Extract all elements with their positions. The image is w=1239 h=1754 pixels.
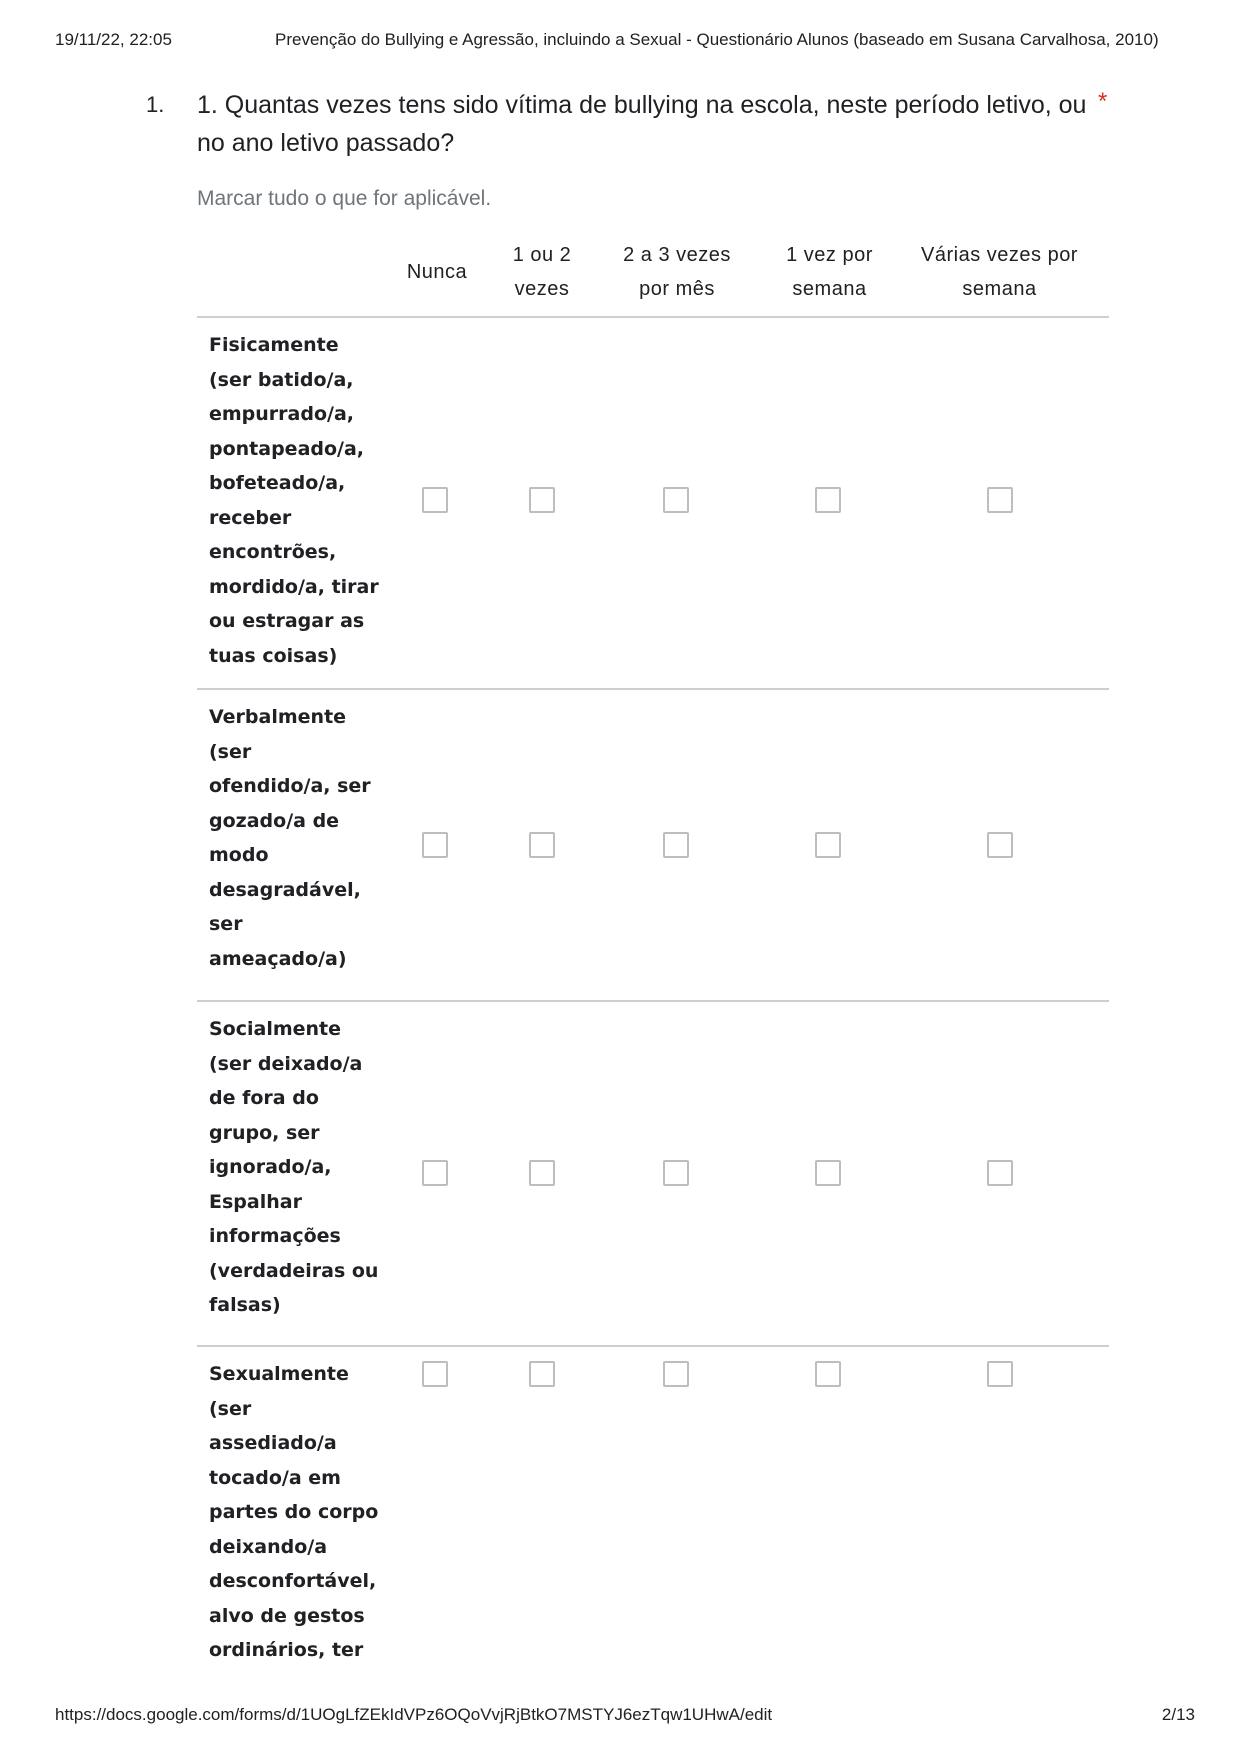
checkbox-socialmente-varias[interactable] xyxy=(987,1160,1013,1186)
row-label: Socialmente (ser deixado/a de fora do grupo, ser ignorado/a, Espalhar informações (verdadeiras ou falsas) xyxy=(209,1018,379,1316)
print-doc-title: Prevenção do Bullying e Agressão, incluindo a Sexual - Questionário Alunos (baseado em Susana Carvalhosa, 2010) xyxy=(275,30,1159,49)
checkbox-grid xyxy=(197,238,1109,1707)
row-label: Fisicamente (ser batido/a, empurrado/a, pontapeado/a, bofeteado/a, receber encontrões, mordido/a, tirar ou estragar as tuas coisas) xyxy=(209,334,379,667)
checkbox-verbalmente-2-a-3[interactable] xyxy=(663,832,689,858)
checkbox-sexualmente-1-ou-2[interactable] xyxy=(529,1361,555,1387)
column-header-varias-vezes xyxy=(902,238,1097,306)
checkbox-sexualmente-varias[interactable] xyxy=(987,1361,1013,1387)
grid-row-socialmente xyxy=(197,1002,1109,1347)
question-number: 1. xyxy=(146,92,165,117)
checkbox-sexualmente-nunca[interactable] xyxy=(422,1361,448,1387)
column-header-1-ou-2-vezes xyxy=(487,238,597,306)
column-header-line: 2 a 3 vezes xyxy=(623,244,731,266)
column-header-1-vez-por-semana xyxy=(757,238,902,306)
print-datetime: 19/11/22, 22:05 xyxy=(55,30,172,49)
column-header-line: 1 ou 2 xyxy=(512,244,572,266)
column-header-line: semana xyxy=(792,278,867,300)
grid-header-row xyxy=(197,238,1109,318)
checkbox-socialmente-1-vez[interactable] xyxy=(815,1160,841,1186)
column-header-2-a-3-vezes xyxy=(602,238,752,306)
row-label: Sexualmente (ser assediado/a tocado/a em partes do corpo deixando/a desconfortável, alvo de gestos ordinários, ter xyxy=(209,1363,379,1661)
checkbox-fisicamente-nunca[interactable] xyxy=(422,487,448,513)
print-url: https://docs.google.com/forms/d/1UOgLfZEkIdVPz6OQoVvjRjBtkO7MSTYJ6ezTqw1UHwA/edit xyxy=(55,1705,773,1724)
checkbox-fisicamente-varias[interactable] xyxy=(987,487,1013,513)
column-header-line: 1 vez por xyxy=(786,244,873,266)
column-header-line: por mês xyxy=(639,278,715,300)
checkbox-verbalmente-nunca[interactable] xyxy=(422,832,448,858)
question-title: 1. Quantas vezes tens sido vítima de bullying na escola, neste período letivo, ou no ano letivo passado? xyxy=(197,91,1087,157)
required-asterisk: * xyxy=(1098,88,1108,115)
page-number: 2/13 xyxy=(1161,1705,1195,1724)
column-header-line: vezes xyxy=(514,278,570,300)
checkbox-fisicamente-1-vez[interactable] xyxy=(815,487,841,513)
column-header-nunca xyxy=(382,255,492,289)
checkbox-fisicamente-1-ou-2[interactable] xyxy=(529,487,555,513)
checkbox-socialmente-1-ou-2[interactable] xyxy=(529,1160,555,1186)
grid-row-verbalmente xyxy=(197,690,1109,1002)
row-label: Verbalmente (ser ofendido/a, ser gozado/a de modo desagradável, ser ameaçado/a) xyxy=(209,706,371,970)
grid-row-sexualmente xyxy=(197,1347,1109,1707)
checkbox-sexualmente-1-vez[interactable] xyxy=(815,1361,841,1387)
column-header-line: semana xyxy=(962,278,1037,300)
checkbox-socialmente-2-a-3[interactable] xyxy=(663,1160,689,1186)
column-header-line: Várias vezes por xyxy=(921,244,1078,266)
question-hint: Marcar tudo o que for aplicável. xyxy=(197,187,492,210)
column-header-line: Nunca xyxy=(406,261,468,283)
checkbox-verbalmente-1-ou-2[interactable] xyxy=(529,832,555,858)
checkbox-fisicamente-2-a-3[interactable] xyxy=(663,487,689,513)
checkbox-socialmente-nunca[interactable] xyxy=(422,1160,448,1186)
checkbox-verbalmente-varias[interactable] xyxy=(987,832,1013,858)
checkbox-verbalmente-1-vez[interactable] xyxy=(815,832,841,858)
checkbox-sexualmente-2-a-3[interactable] xyxy=(663,1361,689,1387)
grid-row-fisicamente xyxy=(197,318,1109,690)
